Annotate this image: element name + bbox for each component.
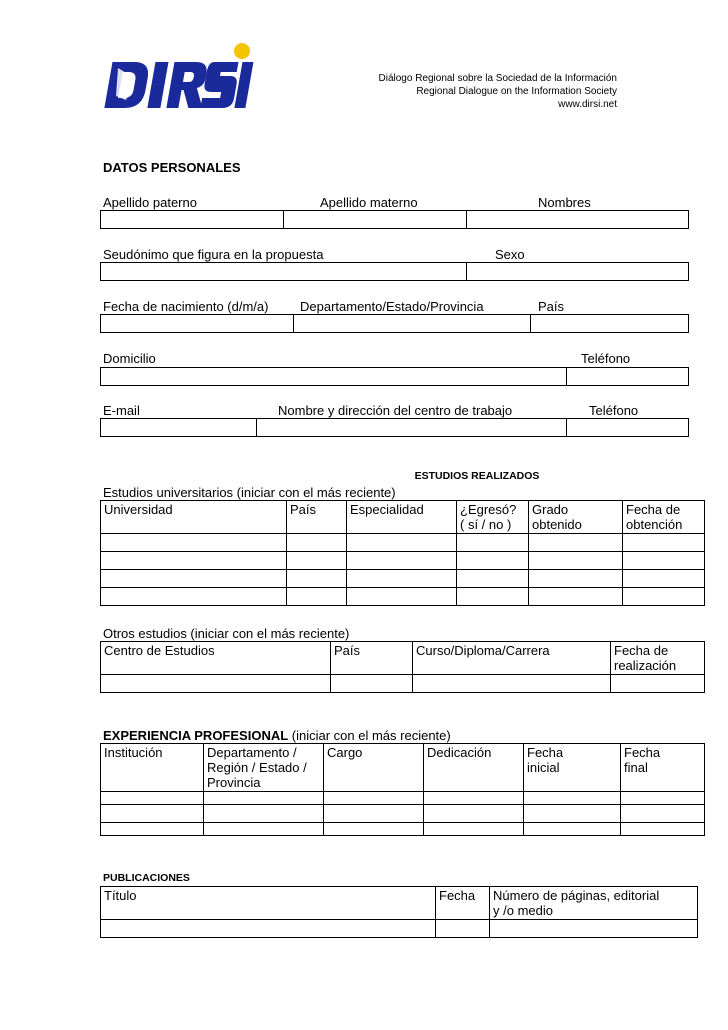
otros-header-row: [101, 642, 705, 675]
field-centro-trabajo[interactable]: [257, 419, 567, 436]
personal-section-title: DATOS PERSONALES: [103, 160, 241, 175]
estudios-section-title: ESTUDIOS REALIZADOS: [414, 470, 540, 482]
field-email[interactable]: [101, 419, 257, 436]
header-titulo: Título: [101, 887, 436, 920]
label-email: E-mail: [103, 403, 140, 418]
table-row: [101, 552, 705, 570]
header-pais: País: [287, 501, 347, 534]
label-fecha-nacimiento: Fecha de nacimiento (d/m/a): [103, 299, 269, 314]
header-cargo: Cargo: [324, 744, 424, 792]
header-departamento-region: Departamento / Región / Estado / Provincia: [204, 744, 324, 792]
field-apellido-paterno[interactable]: [101, 211, 284, 228]
header-fecha-realizacion: Fecha de realización: [611, 642, 705, 675]
label-pais: País: [538, 299, 565, 314]
experiencia-table: [100, 743, 705, 836]
row-fecha-departamento-pais: [100, 314, 689, 333]
field-telefono-trabajo[interactable]: [567, 419, 688, 436]
row-domicilio-telefono: [100, 367, 689, 386]
label-centro-trabajo: Nombre y dirección del centro de trabajo: [278, 403, 513, 418]
experiencia-subtitle: (iniciar con el más reciente): [288, 728, 451, 743]
header-dedicacion: Dedicación: [424, 744, 524, 792]
label-seudonimo: Seudónimo que figura en la propuesta: [103, 247, 324, 262]
header-line-spanish: Diálogo Regional sobre la Sociedad de la Información: [378, 73, 617, 84]
experiencia-title: EXPERIENCIA PROFESIONAL: [103, 728, 289, 743]
label-domicilio: Domicilio: [103, 351, 156, 366]
header-universidad: Universidad: [101, 501, 287, 534]
field-nombres[interactable]: [467, 211, 688, 228]
header-institucion: Institución: [101, 744, 204, 792]
label-sexo: Sexo: [495, 247, 525, 262]
label-telefono: Teléfono: [581, 351, 631, 366]
field-apellido-materno[interactable]: [284, 211, 467, 228]
field-fecha-nacimiento[interactable]: [101, 315, 294, 332]
header-fecha-obtencion: Fecha de obtención: [623, 501, 705, 534]
row-seudonimo-sexo: [100, 262, 689, 281]
otros-subtitle: Otros estudios (iniciar con el más reciente): [103, 626, 350, 641]
publicaciones-section-title: PUBLICACIONES: [103, 872, 190, 884]
header-grado: Grado obtenido: [529, 501, 623, 534]
header-url: www.dirsi.net: [558, 99, 617, 110]
header-fecha-publicacion: Fecha: [436, 887, 490, 920]
label-apellido-materno: Apellido materno: [320, 195, 418, 210]
label-nombres: Nombres: [538, 195, 591, 210]
header-fecha-inicial: Fecha inicial: [524, 744, 621, 792]
row-email-trabajo: [100, 418, 689, 437]
header-line-english: Regional Dialogue on the Information Society: [416, 86, 617, 97]
field-seudonimo[interactable]: [101, 263, 467, 280]
header-fecha-final: Fecha final: [621, 744, 705, 792]
field-pais[interactable]: [531, 315, 688, 332]
field-domicilio[interactable]: [101, 368, 567, 385]
otros-table: [100, 641, 705, 693]
table-row: [101, 675, 705, 693]
estudios-table: [100, 500, 705, 606]
table-row: [101, 570, 705, 588]
header-egreso: ¿Egresó? ( sí / no ): [457, 501, 529, 534]
estudios-header-row: [101, 501, 705, 534]
experiencia-heading: [103, 728, 451, 743]
header-numero-paginas: Número de páginas, editorial y /o medio: [490, 887, 698, 920]
table-row: [101, 792, 705, 805]
publicaciones-header-row: [101, 887, 698, 920]
estudios-subtitle: Estudios universitarios (iniciar con el más reciente): [103, 485, 396, 500]
table-row: [101, 823, 705, 836]
label-apellido-paterno: Apellido paterno: [103, 195, 197, 210]
table-row: [101, 534, 705, 552]
header-especialidad: Especialidad: [347, 501, 457, 534]
dirsi-logo-graphic: [104, 42, 254, 114]
dirsi-logo: [104, 42, 254, 114]
table-row: [101, 588, 705, 606]
header-block: [300, 72, 617, 111]
label-telefono-trabajo: Teléfono: [589, 403, 639, 418]
table-row: [101, 920, 698, 938]
field-departamento[interactable]: [294, 315, 531, 332]
row-apellidos-nombres: [100, 210, 689, 229]
experiencia-header-row: [101, 744, 705, 792]
header-otros-pais: País: [331, 642, 413, 675]
field-telefono[interactable]: [567, 368, 688, 385]
publicaciones-table: [100, 886, 698, 938]
field-sexo[interactable]: [467, 263, 688, 280]
table-row: [101, 805, 705, 823]
label-departamento: Departamento/Estado/Provincia: [300, 299, 484, 314]
header-curso: Curso/Diploma/Carrera: [413, 642, 611, 675]
header-centro-estudios: Centro de Estudios: [101, 642, 331, 675]
